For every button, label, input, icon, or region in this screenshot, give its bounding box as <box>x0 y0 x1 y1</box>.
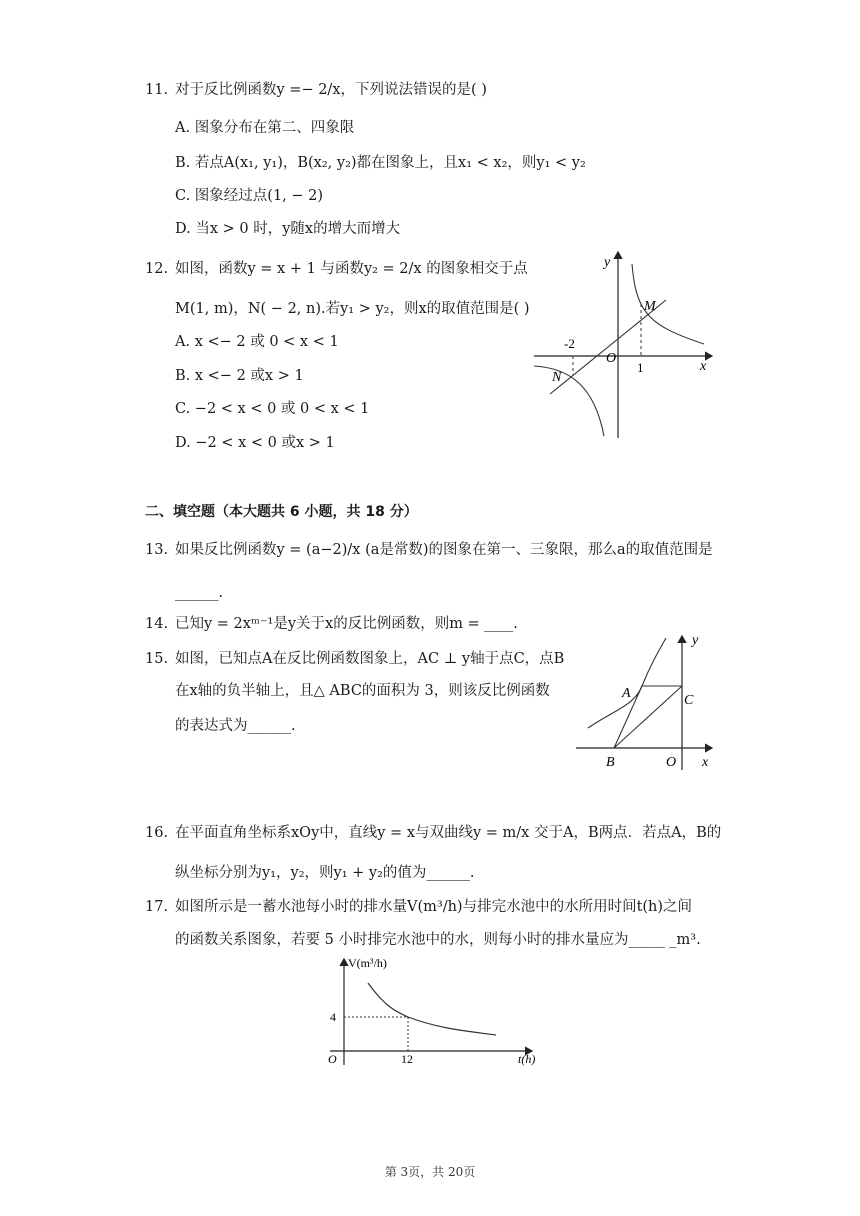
q12-tick-neg2: -2 <box>564 336 575 351</box>
q13-number: 13. <box>145 542 169 558</box>
q17-line1: 如图所示是一蓄水池每小时的排水量V(m³/h)与排完水池中的水所用时间t(h)之间 <box>175 899 693 915</box>
q12-figure <box>528 244 718 444</box>
q14-number: 14. <box>145 616 169 632</box>
q17-label-origin: O <box>328 1052 337 1066</box>
q15-label-y: y <box>692 633 699 648</box>
q12-option-a: A. x <− 2 或 0 < x < 1 <box>175 334 339 350</box>
q15-label-origin: O <box>666 755 677 770</box>
section-title: 二、填空题（本大题共 6 小题，共 18 分） <box>145 504 418 520</box>
q11-option-d: D. 当x > 0 时，y随x的增大而增大 <box>175 221 401 237</box>
q12-option-c: C. −2 < x < 0 或 0 < x < 1 <box>175 401 370 417</box>
q17-tick-12: 12 <box>401 1052 413 1066</box>
q17-line2: 的函数关系图象，若要 5 小时排完水池中的水，则每小时的排水量应为_____ _m³. <box>175 932 701 948</box>
q11-option-c: C. 图象经过点(1, − 2) <box>175 188 324 204</box>
q15-line3: 的表达式为______. <box>175 718 296 734</box>
q15-label-x: x <box>702 755 709 770</box>
q17-number: 17. <box>145 899 169 915</box>
q12-label-x: x <box>700 359 707 374</box>
q15-label-b: B <box>606 755 615 770</box>
q17-label-y: V(m³/h) <box>348 956 387 970</box>
q12-hyperbola-right <box>632 264 704 344</box>
q12-label-y: y <box>604 255 611 270</box>
q15-line1: 如图，已知点A在反比例函数图象上，AC ⊥ y轴于点C，点B <box>175 651 565 667</box>
q17-figure <box>316 953 548 1071</box>
q13-line1: 如果反比例函数y = (a−2)/x (a是常数)的图象在第一、三象限，那么a的取值范围是 <box>175 542 713 558</box>
q12-label-origin: O <box>606 351 617 366</box>
q12-label-m: M <box>644 299 656 314</box>
q17-label-x: t(h) <box>518 1052 536 1066</box>
q12-number: 12. <box>145 261 169 277</box>
q15-hyperbola <box>588 638 666 728</box>
q16-line2: 纵坐标分别为y₁，y₂，则y₁ + y₂的值为______. <box>175 865 475 881</box>
page-footer: 第 3页，共 20页 <box>384 1165 476 1179</box>
q11-option-a: A. 图象分布在第二、四象限 <box>175 120 355 136</box>
q15-line2: 在x轴的负半轴上，且△ ABC的面积为 3，则该反比例函数 <box>175 683 550 699</box>
q15-label-a: A <box>622 686 631 701</box>
q12-label-n: N <box>552 370 562 385</box>
q11-number: 11. <box>145 82 169 98</box>
q15-number: 15. <box>145 651 169 667</box>
q14-text: 已知y = 2xᵐ⁻¹是y关于x的反比例函数，则m = ____. <box>175 616 518 632</box>
q11-stem: 对于反比例函数y =− 2/x，下列说法错误的是( ) <box>175 82 487 98</box>
q17-curve <box>368 983 496 1035</box>
q15-label-c: C <box>684 693 694 708</box>
q12-hyperbola-left <box>534 366 604 436</box>
q12-option-d: D. −2 < x < 0 或x > 1 <box>175 435 335 451</box>
q12-option-b: B. x <− 2 或x > 1 <box>175 368 304 384</box>
q16-line1: 在平面直角坐标系xOy中，直线y = x与双曲线y = m/x 交于A，B两点．若点A，B的 <box>175 825 722 841</box>
q15-figure <box>574 630 720 776</box>
q16-number: 16. <box>145 825 169 841</box>
q17-tick-4: 4 <box>330 1010 336 1024</box>
q12-tick-1: 1 <box>637 360 644 375</box>
q11-option-b: B. 若点A(x₁, y₁)，B(x₂, y₂)都在图象上，且x₁ < x₂，则y₁ < y₂ <box>175 155 586 171</box>
q12-stem-line1: 如图，函数y = x + 1 与函数y₂ = 2/x 的图象相交于点 <box>175 261 528 277</box>
q13-line2: ______. <box>175 585 224 601</box>
q12-stem-line2: M(1, m)，N( − 2, n).若y₁ > y₂，则x的取值范围是( ) <box>175 301 530 317</box>
